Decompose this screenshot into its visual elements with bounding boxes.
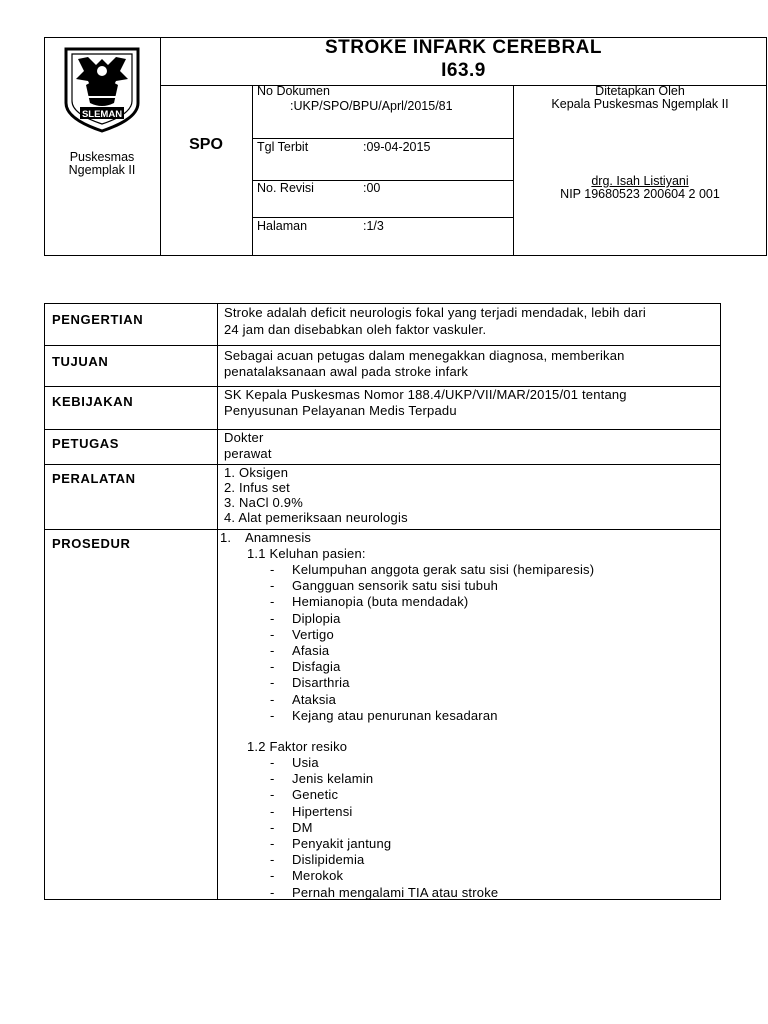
table-divider xyxy=(44,429,721,430)
list-dash: - xyxy=(270,868,275,884)
sleman-logo xyxy=(58,45,146,135)
peralatan-item: 4. Alat pemeriksaan neurologis xyxy=(224,510,408,525)
list-dash: - xyxy=(270,836,275,851)
list-item: Disarthria xyxy=(292,675,350,691)
prosedur-subheading: 1.2 Faktor resiko xyxy=(247,739,348,754)
list-item: Kejang atau penurunan kesadaran xyxy=(292,707,498,723)
list-dash: - xyxy=(270,819,275,835)
list-item: Penyakit jantung xyxy=(292,836,392,851)
page-label: Halaman xyxy=(257,219,308,233)
tujuan-text: Sebagai acuan petugas dalam menegakkan diagnosa, memberikan xyxy=(224,348,625,363)
list-item: Pernah mengalami TIA atau stroke xyxy=(292,884,499,900)
list-item: Genetic xyxy=(292,787,339,803)
list-dash: - xyxy=(270,626,275,642)
list-item: Dislipidemia xyxy=(292,852,365,868)
list-dash: - xyxy=(270,643,275,658)
prosedur-heading: Anamnesis xyxy=(245,530,312,545)
list-dash: - xyxy=(270,884,275,900)
signer-name: drg. Isah Listiyani xyxy=(591,174,689,188)
list-item: Gangguan sensorik satu sisi tubuh xyxy=(292,578,499,594)
table-divider xyxy=(44,464,721,465)
pengertian-text: 24 jam dan disebabkan oleh faktor vaskuler. xyxy=(224,322,487,337)
list-item: Jenis kelamin xyxy=(292,771,374,787)
list-dash: - xyxy=(270,852,275,868)
tujuan-text: penatalaksanaan awal pada stroke infark xyxy=(224,364,469,379)
table-divider xyxy=(44,345,721,346)
prosedur-number: 1. xyxy=(220,530,232,545)
list-dash: - xyxy=(270,610,275,626)
prosedur-subheading: 1.1 Keluhan pasien: xyxy=(247,546,366,561)
list-item: Usia xyxy=(292,755,319,770)
approver-title: Kepala Puskesmas Ngemplak II xyxy=(551,97,729,111)
table-divider xyxy=(217,303,218,900)
kebijakan-text: Penyusunan Pelayanan Medis Terpadu xyxy=(224,403,457,418)
list-item: Diplopia xyxy=(292,610,341,626)
peralatan-item: 3. NaCl 0.9% xyxy=(224,495,303,510)
table-divider xyxy=(44,529,721,530)
list-item: Vertigo xyxy=(292,626,334,642)
approved-by-label: Ditetapkan Oleh xyxy=(595,84,685,98)
list-dash: - xyxy=(270,659,275,675)
doc-number-label: No Dokumen xyxy=(257,84,330,98)
issue-date-label: Tgl Terbit xyxy=(257,140,309,154)
org-name-line2: Ngemplak II xyxy=(68,163,136,177)
header-divider xyxy=(252,217,513,218)
logo-emblem-icon xyxy=(58,45,146,135)
list-dash: - xyxy=(270,594,275,610)
list-item: Hipertensi xyxy=(292,803,353,819)
header-divider xyxy=(252,138,513,139)
issue-date-value: :09-04-2015 xyxy=(363,140,431,154)
list-dash: - xyxy=(270,771,275,787)
row-label-kebijakan: KEBIJAKAN xyxy=(52,394,134,409)
row-label-tujuan: TUJUAN xyxy=(52,354,109,369)
list-dash: - xyxy=(270,578,275,594)
revision-value: :00 xyxy=(363,181,381,195)
peralatan-item: 1. Oksigen xyxy=(224,465,289,480)
org-name-line1: Puskesmas xyxy=(69,150,135,164)
list-item: Ataksia xyxy=(292,691,337,707)
logo-text: SLEMAN xyxy=(81,109,123,120)
pengertian-text: Stroke adalah deficit neurologis fokal yang terjadi mendadak, lebih dari xyxy=(224,305,646,320)
row-label-petugas: PETUGAS xyxy=(52,436,120,451)
petugas-text: perawat xyxy=(224,446,272,461)
list-dash: - xyxy=(270,787,275,803)
list-dash: - xyxy=(270,691,275,707)
row-label-peralatan: PERALATAN xyxy=(52,471,136,486)
revision-label: No. Revisi xyxy=(257,181,314,195)
doc-number-value: :UKP/SPO/BPU/Aprl/2015/81 xyxy=(290,99,453,113)
list-dash: - xyxy=(270,803,275,819)
icd-code: I63.9 xyxy=(441,60,486,81)
list-dash: - xyxy=(270,755,275,770)
list-dash: - xyxy=(270,707,275,723)
kebijakan-text: SK Kepala Puskesmas Nomor 188.4/UKP/VII/MAR/2015/01 tentang xyxy=(224,387,627,402)
page-value: :1/3 xyxy=(363,219,384,233)
peralatan-item: 2. Infus set xyxy=(224,480,290,495)
list-dash: - xyxy=(270,675,275,691)
signer-nip: NIP 19680523 200604 2 001 xyxy=(560,187,720,201)
row-label-pengertian: PENGERTIAN xyxy=(52,312,144,327)
spo-label: SPO xyxy=(189,136,223,153)
list-item: Afasia xyxy=(292,643,330,658)
list-item: Kelumpuhan anggota gerak satu sisi (hemiparesis) xyxy=(292,562,595,577)
petugas-text: Dokter xyxy=(224,430,264,445)
list-dash: - xyxy=(270,562,275,577)
list-item: Disfagia xyxy=(292,659,341,675)
list-item: Hemianopia (buta mendadak) xyxy=(292,594,469,610)
row-label-prosedur: PROSEDUR xyxy=(52,536,131,551)
list-item: DM xyxy=(292,819,313,835)
header-divider xyxy=(252,85,253,256)
document-title: STROKE INFARK CEREBRAL xyxy=(324,37,602,58)
list-item: Merokok xyxy=(292,868,344,884)
